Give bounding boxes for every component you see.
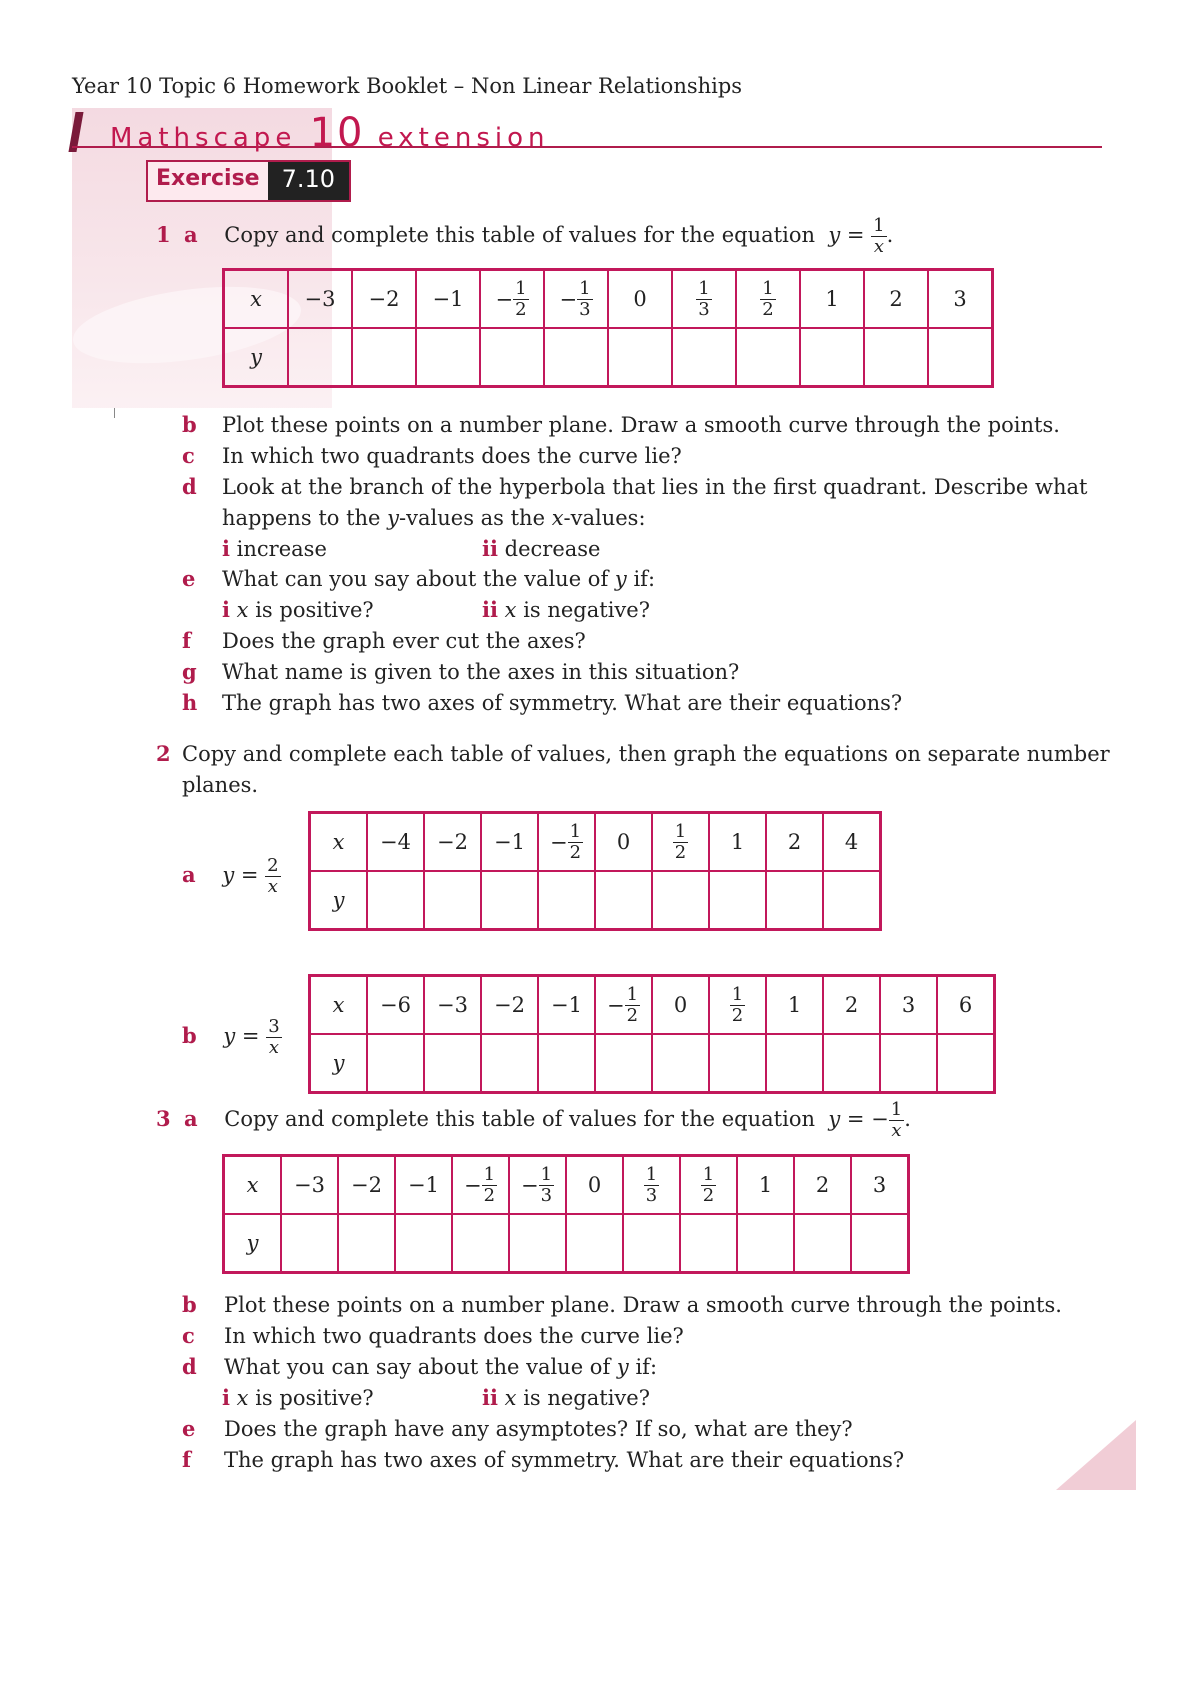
q3d-label-text: d xyxy=(182,1354,197,1379)
q2b-table-x-cell: 6 xyxy=(937,976,995,1035)
q2a-eq-den: x xyxy=(267,876,278,897)
q1-table-x-cell xyxy=(736,270,800,329)
fraction-numerator: 1 xyxy=(515,277,527,299)
q3a-eq-end: . xyxy=(904,1107,911,1131)
q1e-pre: What can you say about the value of xyxy=(222,567,615,591)
q1g-label-text: g xyxy=(182,659,197,684)
q1-table-y-cell-empty[interactable] xyxy=(608,328,672,387)
q1-table-x-cell xyxy=(544,270,608,329)
q1b-line xyxy=(182,410,197,440)
q2a-table-y-cell-empty[interactable] xyxy=(766,871,823,930)
fraction xyxy=(625,985,640,1026)
q3e-text: Does the graph have any asymptotes? If so, what are they? xyxy=(224,1417,853,1441)
q1-table-y-header: y xyxy=(224,328,289,387)
q3-table-x-cell: −1 xyxy=(395,1156,452,1215)
q1e-ii-var: x xyxy=(504,598,517,622)
fraction-numerator: 1 xyxy=(698,277,710,299)
q1e-label xyxy=(182,564,195,594)
q2b-table-y-cell-empty[interactable] xyxy=(424,1034,481,1093)
q2b-table-x-cell: 1 xyxy=(766,976,823,1035)
q1c-label xyxy=(182,441,195,471)
q2a-table-x-cell xyxy=(652,813,709,872)
q2b-table-x-cell: −3 xyxy=(424,976,481,1035)
q3e-label-text: e xyxy=(182,1416,196,1441)
q2b-table-y-cell-empty[interactable] xyxy=(481,1034,538,1093)
q2-text1: Copy and complete each table of values, then graph the equations on separate number xyxy=(182,742,1110,766)
fraction-denominator: 2 xyxy=(515,298,527,320)
q1f-text: Does the graph ever cut the axes? xyxy=(222,629,586,653)
q3d-i-text: is positive? xyxy=(255,1386,374,1410)
q1-table-x-cell: −2 xyxy=(352,270,416,329)
fraction-numerator: 1 xyxy=(579,277,591,299)
q1-table-x-cell: 0 xyxy=(608,270,672,329)
fraction-denominator: 2 xyxy=(626,1004,639,1026)
q1-table-x-cell: 2 xyxy=(864,270,928,329)
q2a-table-y-cell-empty[interactable] xyxy=(709,871,766,930)
q2a-table-y-header: y xyxy=(310,871,368,930)
q2a-table-y-row xyxy=(310,871,881,930)
q3a-eq-lhs: y = xyxy=(828,1107,865,1131)
q1d-ii xyxy=(482,534,600,564)
q3-table-x-cell: 2 xyxy=(794,1156,851,1215)
q1e-var: y xyxy=(614,567,627,591)
q3-table-x-row xyxy=(224,1156,909,1215)
q3a-eq-fraction xyxy=(889,1100,904,1141)
q2a-eq-fraction xyxy=(265,856,280,897)
q3b-label xyxy=(182,1290,197,1320)
q1a-eq-den: x xyxy=(873,236,884,257)
q1d-t2-y: y xyxy=(387,506,400,530)
q3-number: 3 xyxy=(156,1106,171,1131)
q2b-table-y-cell-empty[interactable] xyxy=(367,1034,424,1093)
q3d-text xyxy=(224,1352,657,1382)
q2b-table-x-cell: −6 xyxy=(367,976,424,1035)
q2b-table-y-cell-empty[interactable] xyxy=(538,1034,595,1093)
q3-table-x-cell xyxy=(452,1156,509,1215)
q1a-line xyxy=(156,216,893,257)
minus-sign: − xyxy=(463,1173,482,1197)
fraction-numerator: 1 xyxy=(483,1163,496,1185)
q1e-ii-text: is negative? xyxy=(523,598,650,622)
q3-table-y-cell-empty[interactable] xyxy=(566,1214,623,1273)
q2a-table-x-cell: 1 xyxy=(709,813,766,872)
q2a-table-x-cell: 4 xyxy=(823,813,881,872)
q3d-ii-text: is negative? xyxy=(523,1386,650,1410)
document-header: Year 10 Topic 6 Homework Booklet – Non Linear Relationships xyxy=(72,74,743,98)
q3-values-table xyxy=(222,1154,910,1274)
q3f-label-text: f xyxy=(182,1447,192,1472)
minus-sign: − xyxy=(549,830,568,854)
fraction-denominator: 2 xyxy=(483,1184,496,1206)
q1d-label-text: d xyxy=(182,474,197,499)
fraction-numerator: 1 xyxy=(626,983,639,1005)
q2b-table-x-cell: −1 xyxy=(538,976,595,1035)
q3a-label: a xyxy=(183,1106,198,1131)
q3-table-y-cell-empty[interactable] xyxy=(395,1214,452,1273)
q1-table-y-cell-empty[interactable] xyxy=(672,328,736,387)
q2a-table-y-cell-empty[interactable] xyxy=(424,871,481,930)
q1d-ii-label: ii xyxy=(482,536,498,561)
q2b-table-x-cell xyxy=(595,976,652,1035)
q3-table-y-cell-empty[interactable] xyxy=(623,1214,680,1273)
q1e-post: if: xyxy=(626,567,656,591)
q3-table-y-header: y xyxy=(224,1214,282,1273)
q1-table-y-cell-empty[interactable] xyxy=(736,328,800,387)
exercise-badge xyxy=(146,160,351,202)
q3-table-y-cell-empty[interactable] xyxy=(851,1214,909,1273)
fraction-denominator: 2 xyxy=(674,841,687,863)
q2a-table-x-cell: −2 xyxy=(424,813,481,872)
q1-table-x-cell: −3 xyxy=(288,270,352,329)
q1a-label: a xyxy=(183,222,198,247)
fraction xyxy=(513,279,528,320)
q1d-i-label: i xyxy=(222,536,230,561)
q3a-line xyxy=(156,1100,911,1141)
fraction xyxy=(577,279,592,320)
q1d-i xyxy=(222,534,327,564)
q2b-table-x-cell: 3 xyxy=(880,976,937,1035)
q1-table-x-header: x xyxy=(224,270,289,329)
fraction xyxy=(701,1165,716,1206)
q1e-i-var: x xyxy=(236,598,249,622)
q3d-i xyxy=(222,1383,374,1413)
q3b-text: Plot these points on a number plane. Draw a smooth curve through the points. xyxy=(224,1293,1062,1317)
q2-text2: planes. xyxy=(182,773,259,797)
q1a-eq-num: 1 xyxy=(873,215,885,236)
q2a-table-y-cell-empty[interactable] xyxy=(595,871,652,930)
fraction-numerator: 1 xyxy=(569,820,582,842)
minus-sign: − xyxy=(520,1173,539,1197)
q1-values-table xyxy=(222,268,994,388)
q2-number-text: 2 xyxy=(156,741,171,766)
q2a-table-x-cell: −4 xyxy=(367,813,424,872)
q2a-table-y-cell-empty[interactable] xyxy=(538,871,595,930)
q1e-i-text: is positive? xyxy=(255,598,374,622)
corner-decoration xyxy=(1056,1420,1136,1490)
q1-table-y-cell-empty[interactable] xyxy=(416,328,480,387)
q3a-eq-num: 1 xyxy=(890,1099,903,1120)
q3d-var: y xyxy=(616,1355,629,1379)
margin-tick xyxy=(114,408,115,418)
brand-number: 10 xyxy=(309,110,365,156)
q2b-table-y-cell-empty[interactable] xyxy=(937,1034,995,1093)
q1c-text: In which two quadrants does the curve lie? xyxy=(222,444,682,468)
q1d-ii-text: decrease xyxy=(504,537,601,561)
q3f-label xyxy=(182,1445,191,1475)
q1d-t2-mid: -values as the xyxy=(399,506,552,530)
q1c-label-text: c xyxy=(182,443,195,468)
q1e-ii-label: ii xyxy=(482,597,498,622)
q2a-table-y-cell-empty[interactable] xyxy=(823,871,881,930)
q3-table-y-cell-empty[interactable] xyxy=(737,1214,794,1273)
q2b-table-y-header: y xyxy=(310,1034,368,1093)
q1d-text1: Look at the branch of the hyperbola that lies in the first quadrant. Describe what xyxy=(222,475,1088,499)
q1a-text: Copy and complete this table of values for the equation xyxy=(224,223,815,247)
q2b-label: b xyxy=(182,1023,197,1048)
fraction-denominator: 2 xyxy=(762,298,774,320)
fraction xyxy=(760,279,775,320)
q1-table-x-cell: −1 xyxy=(416,270,480,329)
q2b-table-y-cell-empty[interactable] xyxy=(766,1034,823,1093)
q3-table-x-cell: −2 xyxy=(338,1156,395,1215)
q3d-pre: What you can say about the value of xyxy=(224,1355,617,1379)
fraction-denominator: 3 xyxy=(645,1184,658,1206)
q2a-table-x-cell: 2 xyxy=(766,813,823,872)
q3-table-x-cell xyxy=(623,1156,680,1215)
q2a-eq xyxy=(182,856,281,897)
fraction-denominator: 3 xyxy=(579,298,591,320)
q1d-text2 xyxy=(222,503,646,533)
minus-sign: − xyxy=(559,287,578,311)
q2b-eq-den: x xyxy=(268,1037,280,1058)
banner-title xyxy=(110,110,550,156)
q1-number: 1 xyxy=(156,222,171,247)
q3d-ii-label: ii xyxy=(482,1385,498,1410)
q3-table-x-cell: 1 xyxy=(737,1156,794,1215)
q1f-label xyxy=(182,626,191,656)
fraction-denominator: 2 xyxy=(702,1184,715,1206)
q3-table-y-cell-empty[interactable] xyxy=(452,1214,509,1273)
fraction-denominator: 3 xyxy=(540,1184,553,1206)
q1b-label: b xyxy=(182,412,197,437)
q3d-i-var: x xyxy=(236,1386,249,1410)
q2a-table-x-row xyxy=(310,813,881,872)
q2-number xyxy=(156,739,171,769)
q3d-i-label: i xyxy=(222,1385,230,1410)
q2a-table-x-cell xyxy=(538,813,595,872)
q1-table-y-cell-empty[interactable] xyxy=(288,328,352,387)
q3c-label-text: c xyxy=(182,1323,195,1348)
fraction-numerator: 1 xyxy=(674,820,687,842)
q3-table-x-cell xyxy=(680,1156,737,1215)
q2b-table-x-cell: −2 xyxy=(481,976,538,1035)
q1d-label xyxy=(182,472,197,502)
q1-table-y-cell-empty[interactable] xyxy=(864,328,928,387)
fraction-denominator: 3 xyxy=(698,298,710,320)
q2a-table-x-header: x xyxy=(310,813,368,872)
q2b-table-y-cell-empty[interactable] xyxy=(709,1034,766,1093)
q1-table-x-cell: 3 xyxy=(928,270,993,329)
q3b-label-text: b xyxy=(182,1292,197,1317)
q1b-text: Plot these points on a number plane. Draw a smooth curve through the points. xyxy=(222,413,1060,437)
q2b-table-y-cell-empty[interactable] xyxy=(652,1034,709,1093)
q1-table-x-cell xyxy=(672,270,736,329)
q1e-i xyxy=(222,595,374,625)
q1d-i-text: increase xyxy=(236,537,327,561)
q1-table-x-cell xyxy=(480,270,544,329)
brand-edition: extension xyxy=(377,123,550,153)
fraction-numerator: 1 xyxy=(731,983,744,1005)
q2b-table-y-cell-empty[interactable] xyxy=(823,1034,880,1093)
q2a-values-table xyxy=(308,811,882,931)
q3e-label xyxy=(182,1414,195,1444)
q1g-text: What name is given to the axes in this situation? xyxy=(222,660,740,684)
q1-table-y-cell-empty[interactable] xyxy=(480,328,544,387)
minus-sign: − xyxy=(495,287,514,311)
q3a-eq-den: x xyxy=(891,1120,902,1141)
q2a-eq-num: 2 xyxy=(267,855,279,876)
q3-table-y-cell-empty[interactable] xyxy=(509,1214,566,1273)
q1d-t2-x: x xyxy=(551,506,564,530)
q1f-label-text: f xyxy=(182,628,192,653)
q3-table-y-cell-empty[interactable] xyxy=(794,1214,851,1273)
fraction xyxy=(539,1165,554,1206)
q1h-text: The graph has two axes of symmetry. What are their equations? xyxy=(222,691,903,715)
q1e-text xyxy=(222,564,655,594)
q2b-table-y-cell-empty[interactable] xyxy=(880,1034,937,1093)
q1-table-x-cell: 1 xyxy=(800,270,864,329)
q3d-ii xyxy=(482,1383,650,1413)
q2b-values-table xyxy=(308,974,996,1094)
minus-sign: − xyxy=(606,993,625,1017)
q3-table-y-cell-empty[interactable] xyxy=(281,1214,338,1273)
q1a-eq-end: . xyxy=(886,223,894,247)
q3a-text: Copy and complete this table of values for the equation xyxy=(224,1107,815,1131)
fraction xyxy=(644,1165,659,1206)
brand-name: Mathscape xyxy=(110,123,297,153)
fraction-numerator: 1 xyxy=(540,1163,553,1185)
q3-table-x-cell xyxy=(509,1156,566,1215)
q2b-table-x-cell: 2 xyxy=(823,976,880,1035)
exercise-label: Exercise xyxy=(148,162,268,200)
q3-table-x-cell: −3 xyxy=(281,1156,338,1215)
q2b-eq xyxy=(182,1017,282,1058)
fraction xyxy=(673,822,688,863)
q1e-i-label: i xyxy=(222,597,230,622)
q2a-table-y-cell-empty[interactable] xyxy=(652,871,709,930)
fraction xyxy=(730,985,745,1026)
q2a-table-x-cell: −1 xyxy=(481,813,538,872)
q3c-text: In which two quadrants does the curve lie? xyxy=(224,1324,684,1348)
q3-table-y-row xyxy=(224,1214,909,1273)
q3-table-y-cell-empty[interactable] xyxy=(338,1214,395,1273)
q2b-table-x-row xyxy=(310,976,995,1035)
fraction xyxy=(482,1165,497,1206)
q1g-label xyxy=(182,657,197,687)
q3-table-x-header: x xyxy=(224,1156,282,1215)
q1a-eq-lhs: y = xyxy=(828,223,865,247)
q2a-table-y-cell-empty[interactable] xyxy=(481,871,538,930)
q2b-eq-lhs: y = xyxy=(223,1024,260,1048)
q3f-text: The graph has two axes of symmetry. What are their equations? xyxy=(224,1448,905,1472)
fraction xyxy=(568,822,583,863)
q2a-label: a xyxy=(182,862,196,887)
q1-table-y-cell-empty[interactable] xyxy=(800,328,864,387)
fraction-numerator: 1 xyxy=(645,1163,658,1185)
fraction xyxy=(696,279,711,320)
q1-table-y-cell-empty[interactable] xyxy=(544,328,608,387)
q2b-table-y-row xyxy=(310,1034,995,1093)
exercise-number: 7.10 xyxy=(268,162,349,200)
q3c-label xyxy=(182,1321,195,1351)
q2a-table-y-cell-empty[interactable] xyxy=(367,871,424,930)
q1h-label-text: h xyxy=(182,690,198,715)
q3-table-x-cell: 3 xyxy=(851,1156,909,1215)
q2a-table-x-cell: 0 xyxy=(595,813,652,872)
q1-table-x-row xyxy=(224,270,993,329)
q1-table-y-cell-empty[interactable] xyxy=(352,328,416,387)
q3d-label xyxy=(182,1352,197,1382)
q2b-table-x-cell xyxy=(709,976,766,1035)
q2b-table-x-header: x xyxy=(310,976,368,1035)
q1-table-y-cell-empty[interactable] xyxy=(928,328,993,387)
fraction-denominator: 2 xyxy=(569,841,582,863)
q1e-label-text: e xyxy=(182,566,196,591)
fraction-numerator: 1 xyxy=(702,1163,715,1185)
q1d-t2-pre: happens to the xyxy=(222,506,388,530)
q1d-t2-post: -values: xyxy=(563,506,646,530)
q1-table-y-row xyxy=(224,328,993,387)
q2b-table-x-cell: 0 xyxy=(652,976,709,1035)
q1e-ii xyxy=(482,595,650,625)
q3d-post: if: xyxy=(628,1355,658,1379)
q3d-ii-var: x xyxy=(504,1386,517,1410)
q3a-eq-sign: − xyxy=(871,1107,889,1131)
q2b-eq-fraction xyxy=(266,1017,281,1058)
q2b-table-y-cell-empty[interactable] xyxy=(595,1034,652,1093)
fraction-denominator: 2 xyxy=(731,1004,744,1026)
q3-table-y-cell-empty[interactable] xyxy=(680,1214,737,1273)
q3-table-x-cell: 0 xyxy=(566,1156,623,1215)
fraction-numerator: 1 xyxy=(762,277,774,299)
q2a-eq-lhs: y = xyxy=(222,863,259,887)
q1h-label xyxy=(182,688,197,718)
q2b-eq-num: 3 xyxy=(268,1016,280,1037)
q1a-eq-fraction xyxy=(871,216,886,257)
